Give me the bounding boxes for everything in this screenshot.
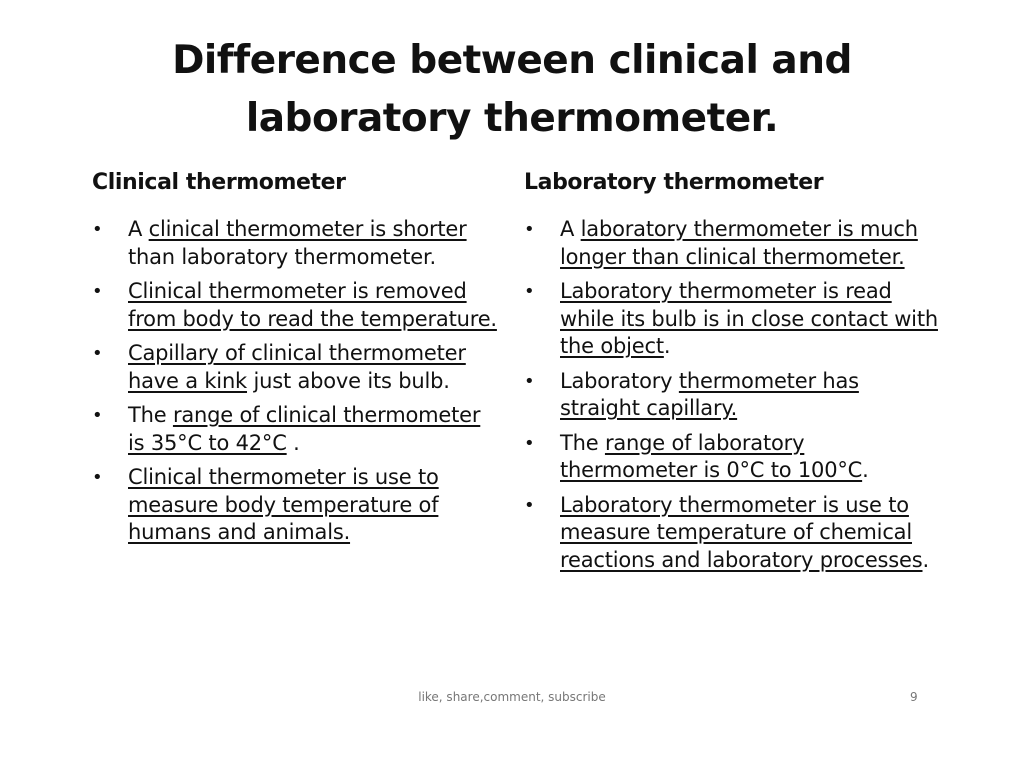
underlined-text: Laboratory thermometer is use to measure temperature of chemical reactions and laboratory processes [560, 492, 923, 572]
underlined-text: laboratory thermometer is much longer than clinical thermometer. [560, 217, 918, 269]
bullet-item [524, 216, 944, 271]
bullet-text: . [862, 458, 869, 482]
bullet-text: A [128, 217, 149, 241]
slide-title [100, 32, 924, 148]
bullet-item [92, 278, 502, 333]
underlined-text: Capillary of clinical thermometer have a kink [128, 341, 466, 393]
bullet-icon: • [92, 219, 103, 240]
bullet-item [92, 464, 502, 547]
bullet-item [92, 402, 502, 457]
underlined-text: Laboratory thermometer is read while its bulb is in close contact with the object [560, 279, 938, 358]
clinical-bullet-list [92, 216, 502, 547]
bullet-text: . [663, 334, 671, 358]
underlined-text: range of laboratory thermometer is 0°C to 100°C [560, 430, 863, 482]
bullet-item [92, 216, 502, 271]
bullet-icon: • [92, 467, 103, 488]
bullet-icon: • [524, 432, 535, 454]
bullet-icon: • [92, 343, 103, 364]
bullet-text: Laboratory [560, 368, 679, 393]
underlined-text: thermometer has straight capillary. [560, 368, 859, 420]
underlined-text: range of clinical thermometer is 35°C to 42°C [128, 403, 481, 455]
bullet-icon: • [92, 281, 103, 302]
laboratory-column-heading: Laboratory thermometer [524, 170, 824, 195]
laboratory-bullet-list [524, 216, 944, 574]
page-number: 9 [910, 690, 918, 704]
footer-text: like, share,comment, subscribe [418, 690, 606, 704]
bullet-text: than laboratory thermometer. [128, 244, 436, 269]
underlined-text: Clinical thermometer is use to measure body temperature of humans and animals. [128, 465, 439, 544]
bullet-item [524, 278, 944, 361]
underlined-text: Clinical thermometer is removed from body to read the temperature. [128, 279, 497, 331]
bullet-text: The [128, 403, 173, 427]
bullet-icon: • [524, 219, 535, 240]
bullet-icon: • [92, 405, 103, 426]
clinical-column [92, 168, 502, 554]
bullet-text: A [560, 217, 581, 241]
bullet-text: just above its bulb. [247, 368, 450, 393]
underlined-text: clinical thermometer is shorter [148, 217, 467, 241]
slide-title-line-2: laboratory thermometer. [245, 96, 779, 141]
bullet-item [524, 430, 944, 485]
clinical-column-heading: Clinical thermometer [92, 170, 346, 195]
bullet-text: The [560, 430, 605, 455]
laboratory-column [524, 168, 944, 581]
bullet-item [524, 492, 944, 575]
bullet-icon: • [524, 370, 535, 392]
bullet-text: . [286, 430, 300, 455]
slide-title-line-1: Difference between clinical and [172, 38, 852, 83]
bullet-text: . [922, 547, 929, 572]
bullet-item [92, 340, 502, 395]
bullet-icon: • [524, 494, 535, 516]
bullet-item [524, 368, 944, 423]
bullet-icon: • [524, 281, 535, 302]
